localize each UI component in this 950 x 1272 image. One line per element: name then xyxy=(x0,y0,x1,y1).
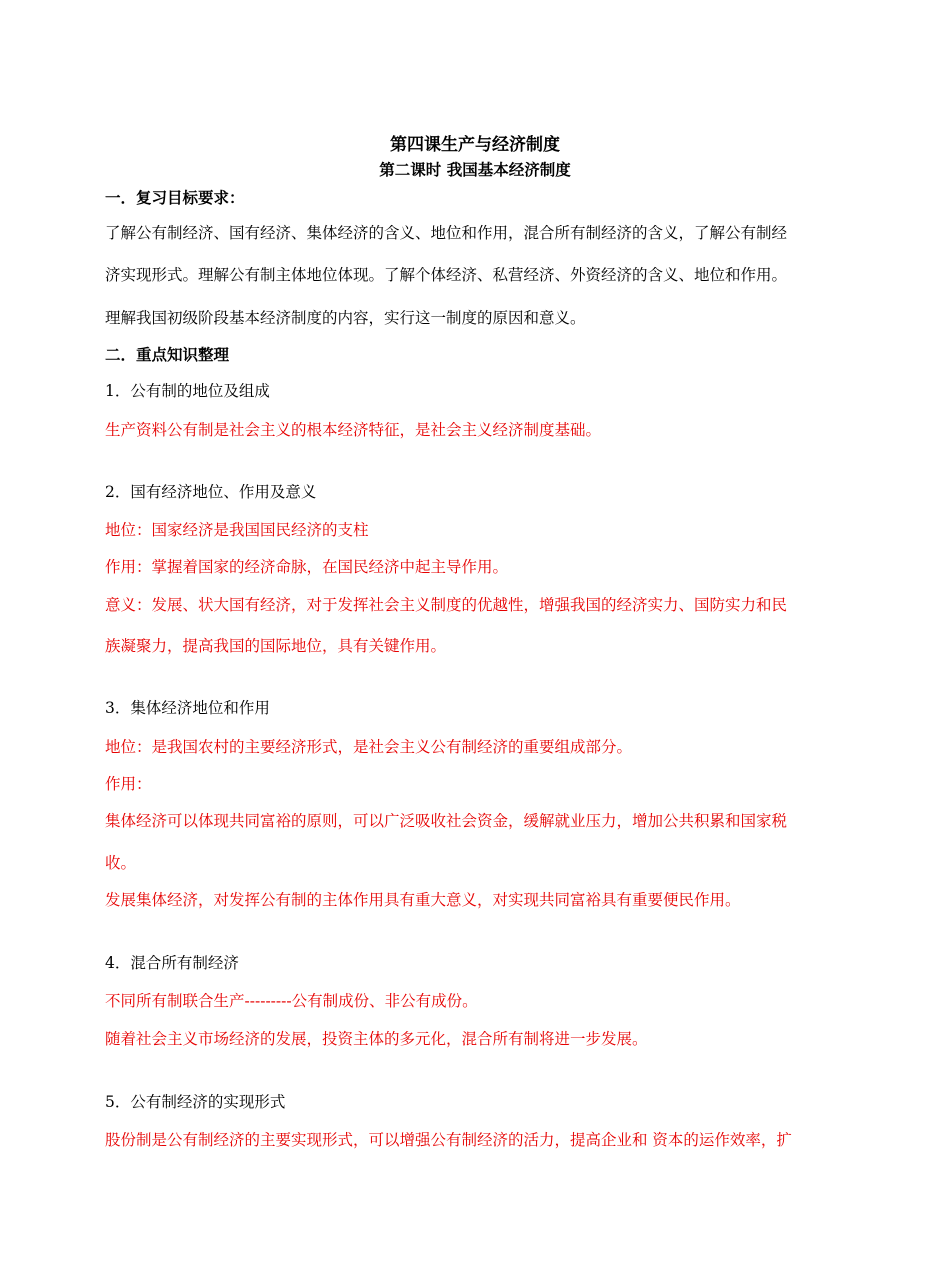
item-line: 作用：掌握着国家的经济命脉，在国民经济中起主导作用。 xyxy=(105,558,509,576)
item-title: 3．集体经济地位和作用 xyxy=(105,699,270,717)
item-line: 收。 xyxy=(105,854,137,872)
section-heading-goals: 一．复习目标要求： xyxy=(105,188,245,207)
item-line: 股份制是公有制经济的主要实现形式，可以增强公有制经济的活力，提高企业和 资本的运作效率，扩 xyxy=(105,1131,792,1149)
document-title: 第四课生产与经济制度 xyxy=(390,135,560,155)
item-title: 5．公有制经济的实现形式 xyxy=(105,1093,286,1111)
item-title: 2．国有经济地位、作用及意义 xyxy=(105,483,317,501)
document-subtitle: 第二课时 我国基本经济制度 xyxy=(379,160,571,179)
item-title: 1．公有制的地位及组成 xyxy=(105,382,270,400)
item-line: 不同所有制联合生产---------公有制成份、非公有成份。 xyxy=(105,992,478,1010)
section-heading-knowledge: 二．重点知识整理 xyxy=(105,345,230,364)
item-line: 作用： xyxy=(105,775,152,793)
goals-line: 济实现形式。理解公有制主体地位体现。了解个体经济、私营经济、外资经济的含义、地位和作用。 xyxy=(105,266,788,284)
item-line: 意义：发展、状大国有经济，对于发挥社会主义制度的优越性，增强我国的经济实力、国防实力和民 xyxy=(105,596,788,614)
goals-line: 了解公有制经济、国有经济、集体经济的含义、地位和作用，混合所有制经济的含义，了解公有制经 xyxy=(105,224,788,242)
item-line: 地位：国家经济是我国国民经济的支柱 xyxy=(105,521,369,539)
goals-line: 理解我国初级阶段基本经济制度的内容，实行这一制度的原因和意义。 xyxy=(105,309,586,327)
item-line: 集体经济可以体现共同富裕的原则，可以广泛吸收社会资金，缓解就业压力，增加公共积累和国家税 xyxy=(105,812,788,830)
item-title: 4．混合所有制经济 xyxy=(105,954,239,972)
item-line: 随着社会主义市场经济的发展，投资主体的多元化，混合所有制将进一步发展。 xyxy=(105,1030,648,1048)
item-line: 生产资料公有制是社会主义的根本经济特征，是社会主义经济制度基础。 xyxy=(105,421,602,439)
item-line: 地位：是我国农村的主要经济形式，是社会主义公有制经济的重要组成部分。 xyxy=(105,738,633,756)
item-line: 发展集体经济，对发挥公有制的主体作用具有重大意义，对实现共同富裕具有重要便民作用。 xyxy=(105,891,741,909)
item-line: 族凝聚力，提高我国的国际地位，具有关键作用。 xyxy=(105,637,447,655)
